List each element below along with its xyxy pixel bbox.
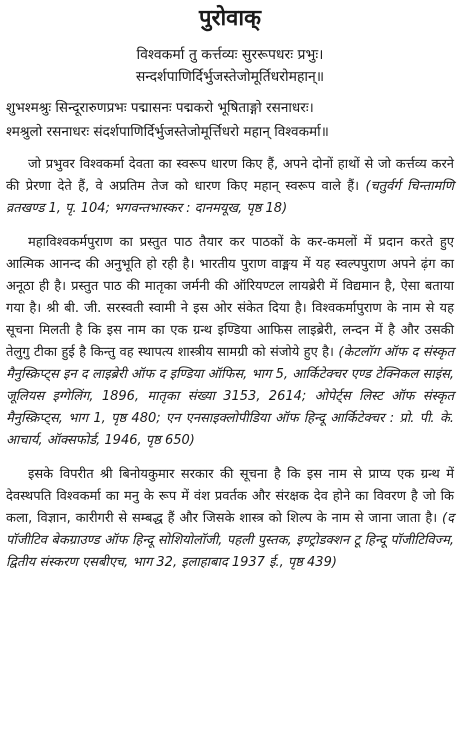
paragraph-1: [6, 154, 454, 220]
paragraph-text: महाविश्वकर्मपुराण का प्रस्तुत पाठ तैयार कर पाठकों के कर-कमलों में प्रदान करते हुए आत्मिक आनन्द की अनुभूति हो रही है। भारतीय पुराण वाङ्मय में यह स्वल्पपुराण अपने ढ़ंग का अनूठा ही है। प्रस्तुत पाठ की मातृका जर्मनी की ऑरियण्टल लायब्रेरी में विद्यमान है, ऐसा बताया गया है। श्री बी. जी. सरस्वती स्वामी ने इस ओर संकेत दिया है। विश्वकर्मापुराण के नाम से यह सूचना मिलती है कि इस नाम का एक ग्रन्थ इण्डिया आफिस लाइब्रेरी, लन्दन में है और उसकी तेलुगु टीका हुई है किन्तु वह स्थापत्य शास्त्रीय सामग्री को संजोये हुए है।: [6, 235, 454, 360]
verse-line: विश्वकर्मा तु कर्त्तव्यः सुररूपधरः प्रभुः।: [136, 47, 324, 63]
page-title: पुरोवाक्: [198, 6, 262, 31]
paragraph-3: [6, 464, 454, 574]
verse-line: शुभश्मश्रुः सिन्दूरारुणप्रभः पद्मासनः पद्मकरो भूषिताङ्गो रसनाधरः।: [6, 100, 314, 116]
citation: (चतुर्वर्ग चिन्तामणि व्रतखण्ड 1, पृ. 104; भगवन्तभास्कर : दानमयूख, पृष्ठ 18): [6, 179, 455, 216]
paragraph-text: इसके विपरीत श्री बिनोयकुमार सरकार की सूचना है कि इस नाम से प्राप्य एक ग्रन्थ में देवस्थपति विश्वकर्मा का मनु के रूप में वंश प्रवर्तक और संरक्षक देव होने का विवरण है जो कि कला, विज्ञान, कारीगरी से सम्बद्ध हैं और जिसके शास्त्र को शिल्प के नाम से जाना जाता है।: [6, 467, 454, 526]
citation: (द पॉजीटिव बेकग्राउण्ड ऑफ हिन्दू सोशियोलॉजी, पहली पुस्तक, इण्ट्रोडक्शन टू हिन्दू पॉजीटिविज्म, द्वितीय संस्करण एसबीएच, भाग 32, इलाहाबाद 1937 ई., पृष्ठ 439): [6, 511, 454, 570]
citation: (केटलॉग ऑफ द संस्कृत मैनुस्क्रिप्ट्स इन द लाइब्रेरी ऑफ द इण्डिया ऑफिस, भाग 5, आर्किटेक्चर एण्ड टेक्निकल साइंस, जूलियस इग्गेलिंग, 1896, मातृका संख्या 3153, 2614; ओपेर्ट्स लिस्ट ऑफ संस्कृत मैनुस्क्रिप्ट्स, भाग 1, पृष्ठ 480; एन एनसाइक्लोपीडिया ऑफ हिन्दू आर्किटेक्चर : प्रो. पी. के. आचार्य, ऑक्सफोर्ड, 1946, पृष्ठ 650): [6, 345, 454, 448]
verse-line: श्मश्रुलो रसनाधरः संदर्शपाणिर्दिर्भुजस्तेजोमूर्त्तिधरो महान् विश्वकर्मा॥: [6, 124, 329, 140]
paragraph-text: जो प्रभुवर विश्वकर्मा देवता का स्वरूप धारण किए हैं, अपने दोनों हाथों से जो कर्त्तव्य करने की प्रेरणा देते हैं, वे अप्रतिम तेज को धारण किए महान् स्वरूप वाले हैं।: [6, 157, 454, 194]
verse-block-2: [6, 96, 454, 144]
verse-line: सन्दर्शपाणिर्दिर्भुजस्तेजोमूर्तिधरोमहान्॥: [135, 69, 325, 85]
verse-block-1: [6, 44, 454, 88]
paragraph-2: [6, 232, 454, 452]
